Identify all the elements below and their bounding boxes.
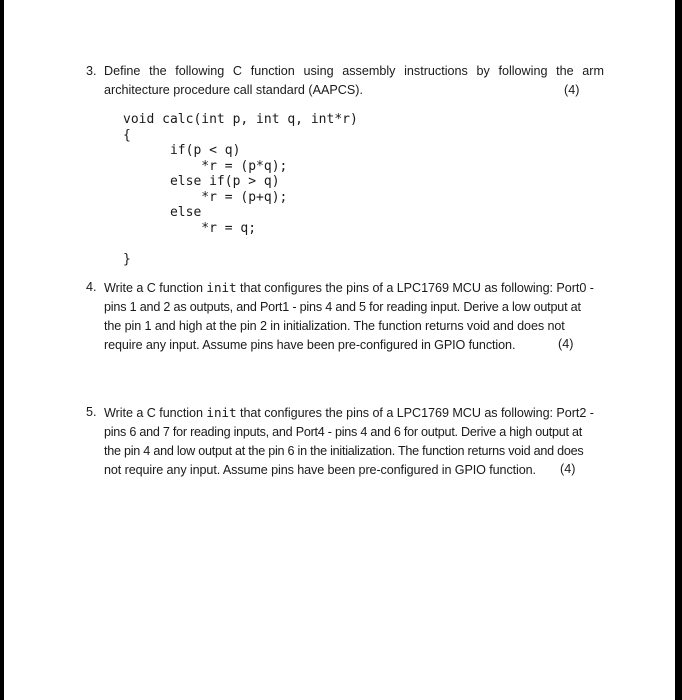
page-right-edge	[675, 0, 682, 700]
code-line: if(p < q)	[123, 143, 241, 158]
code-line: *r = (p+q);	[123, 189, 288, 205]
question-line: Define the following C function using assembly instructions by following the arm	[104, 64, 604, 78]
text-fragment: Write a C function	[104, 281, 207, 295]
question-text	[104, 62, 604, 100]
question-line: architecture procedure call standard (AAPCS).	[104, 83, 363, 97]
inline-code: init	[206, 405, 237, 420]
code-line: *r = q;	[123, 220, 257, 236]
question-number: 4.	[86, 280, 97, 294]
question-text	[104, 278, 604, 355]
question-text	[104, 403, 604, 480]
question-line: pins 1 and 2 as outputs, and Port1 - pins 4 and 5 for reading input. Derive a low output at	[104, 300, 581, 314]
question-line: pins 6 and 7 for reading inputs, and Port4 - pins 4 and 6 for output. Derive a high output at	[104, 425, 583, 439]
code-line: void calc(int p, int q, int*r)	[123, 112, 358, 127]
code-block	[123, 112, 358, 267]
question-line: the pin 4 and low output at the pin 6 in the initialization. The function returns void and does	[104, 444, 584, 458]
code-line: *r = (p*q);	[123, 158, 288, 174]
code-line: else	[123, 205, 202, 220]
page-left-edge	[0, 0, 4, 700]
question-line: not require any input. Assume pins have been pre-configured in GPIO function.	[104, 463, 536, 477]
text-fragment: that configures the pins of a LPC1769 MCU as following: Port0 -	[236, 281, 594, 295]
question-number: 5.	[86, 405, 97, 419]
question-line: the pin 1 and high at the pin 2 in initialization. The function returns void and does not	[104, 319, 565, 333]
text-fragment: Write a C function	[104, 406, 207, 420]
inline-code: init	[206, 280, 237, 295]
question-marks: (4)	[558, 337, 574, 351]
question-marks: (4)	[564, 83, 580, 97]
code-line: }	[123, 251, 131, 267]
text-fragment: that configures the pins of a LPC1769 MCU as following: Port2 -	[236, 406, 594, 420]
question-number: 3.	[86, 64, 97, 78]
question-line: require any input. Assume pins have been pre-configured in GPIO function.	[104, 338, 516, 352]
question-marks: (4)	[560, 462, 576, 476]
code-line: {	[123, 127, 131, 143]
code-line: else if(p > q)	[123, 174, 280, 189]
